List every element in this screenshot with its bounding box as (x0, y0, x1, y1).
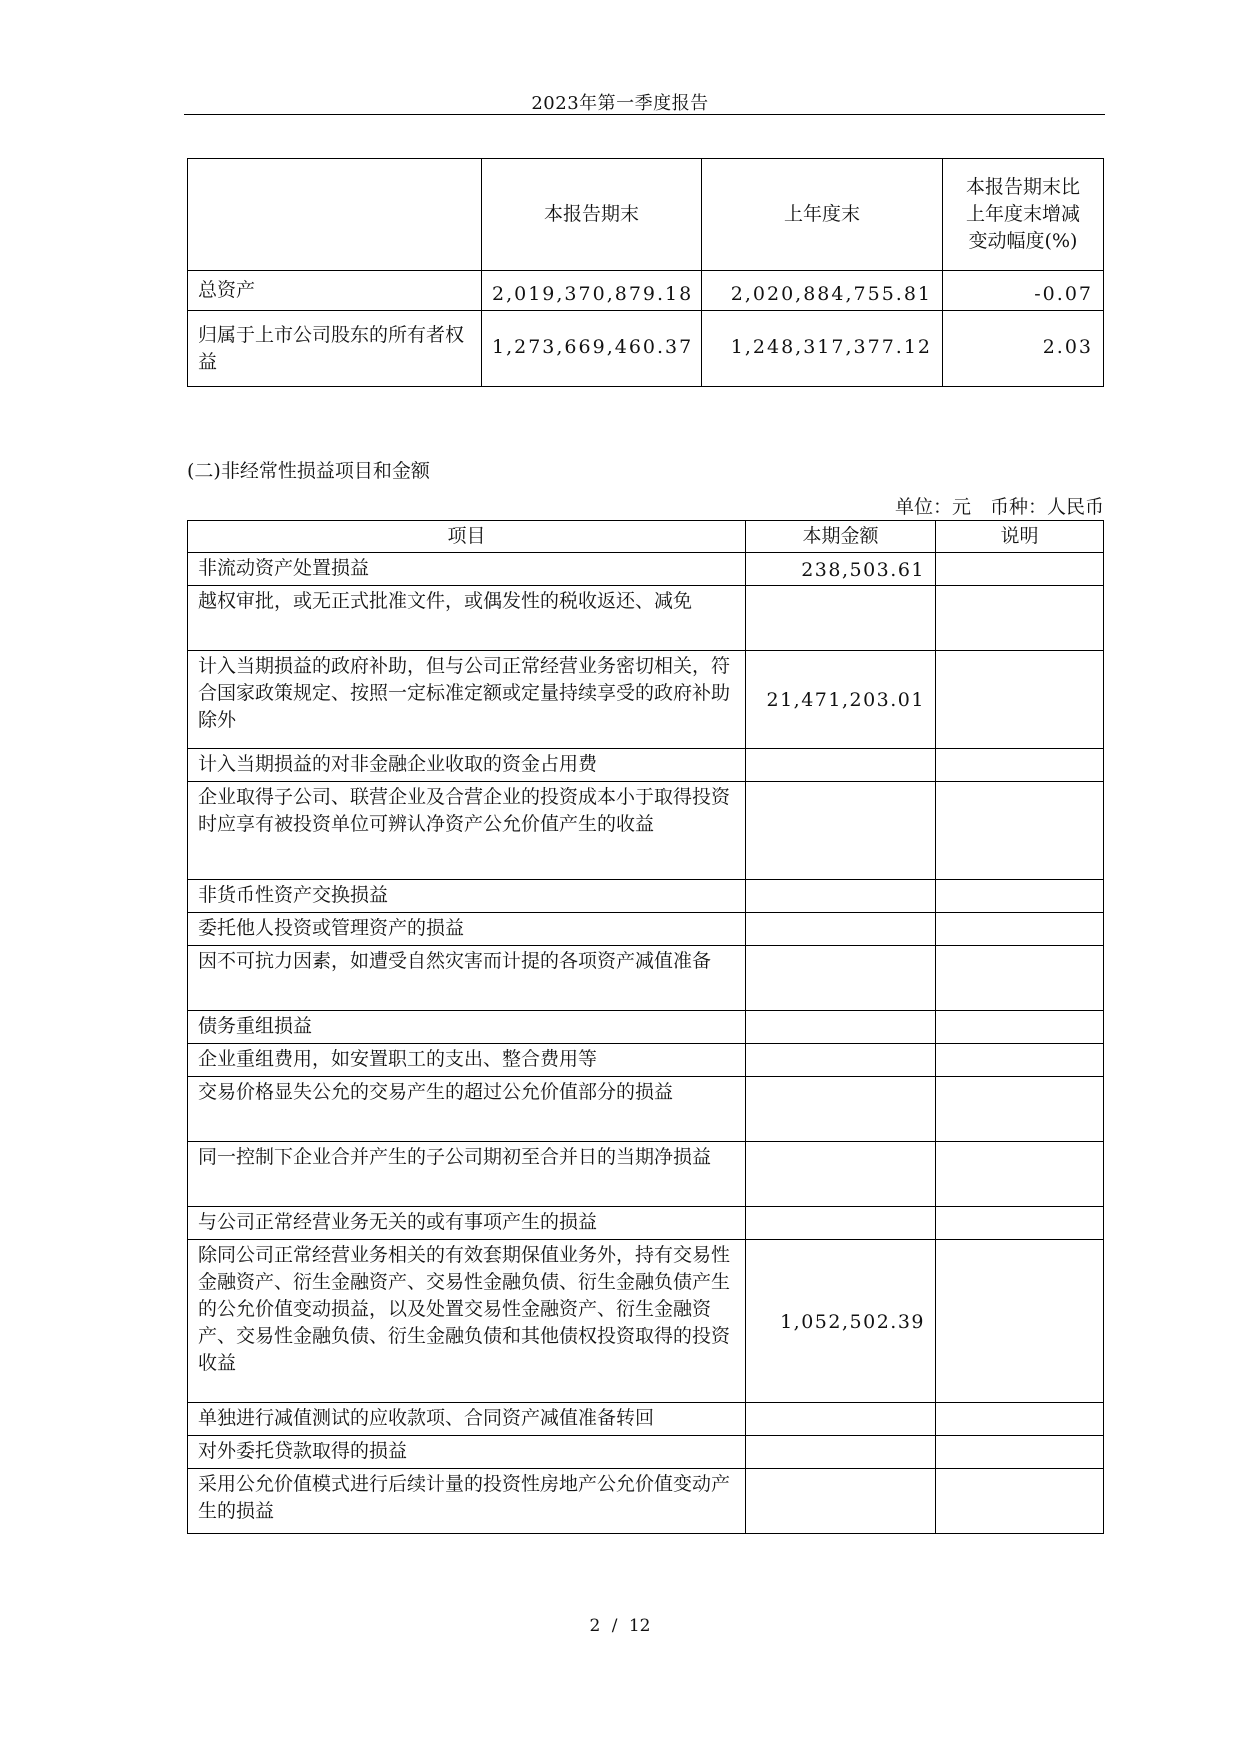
table-row (188, 1077, 1104, 1142)
item-cell: 非货币性资产交换损益 (188, 880, 746, 913)
unit-currency-note: 单位：元 币种：人民币 (894, 496, 1104, 518)
amount-cell (746, 913, 936, 946)
row-label: 总资产 (188, 271, 482, 311)
note-cell (936, 749, 1104, 782)
table-row (188, 311, 1104, 387)
note-cell (936, 1044, 1104, 1077)
header-divider (184, 114, 1105, 115)
amount-cell (746, 1011, 936, 1044)
note-cell (936, 1207, 1104, 1240)
item-cell: 采用公允价值模式进行后续计量的投资性房地产公允价值变动产生的损益 (188, 1469, 746, 1534)
item-cell: 交易价格显失公允的交易产生的超过公允价值部分的损益 (188, 1077, 746, 1142)
table-row (188, 1011, 1104, 1044)
amount-cell (746, 586, 936, 651)
amount-cell (746, 1436, 936, 1469)
table-row (188, 1240, 1104, 1403)
amount-cell (746, 749, 936, 782)
item-cell: 企业取得子公司、联营企业及合营企业的投资成本小于取得投资时应享有被投资单位可辨认净资产公允价值产生的收益 (188, 782, 746, 880)
change-value: -0.07 (943, 271, 1104, 311)
note-cell (936, 946, 1104, 1011)
table-row (188, 1436, 1104, 1469)
non-recurring-items-table (187, 520, 1104, 1534)
table-row (188, 271, 1104, 311)
note-cell (936, 1403, 1104, 1436)
table-header-row (188, 159, 1104, 271)
section-title: (二)非经常性损益项目和金额 (187, 460, 430, 482)
note-cell (936, 782, 1104, 880)
current-value: 1,273,669,460.37 (482, 311, 702, 387)
item-cell: 因不可抗力因素，如遭受自然灾害而计提的各项资产减值准备 (188, 946, 746, 1011)
amount-cell (746, 946, 936, 1011)
table-row (188, 749, 1104, 782)
item-cell: 企业重组费用，如安置职工的支出、整合费用等 (188, 1044, 746, 1077)
note-cell (936, 880, 1104, 913)
item-cell: 除同公司正常经营业务相关的有效套期保值业务外，持有交易性金融资产、衍生金融资产、交易性金融负债、衍生金融负债产生的公允价值变动损益，以及处置交易性金融资产、衍生金融资产、交易性金融负债、衍生金融负债和其他债权投资取得的投资收益 (188, 1240, 746, 1403)
header-cell-change-pct: 本报告期末比上年度末增减变动幅度(%) (943, 159, 1104, 271)
note-cell (936, 1469, 1104, 1534)
table-row (188, 1469, 1104, 1534)
amount-cell (746, 1403, 936, 1436)
item-cell: 越权审批，或无正式批准文件，或偶发性的税收返还、减免 (188, 586, 746, 651)
note-cell (936, 913, 1104, 946)
amount-cell (746, 1077, 936, 1142)
amount-cell (746, 1207, 936, 1240)
item-cell: 对外委托贷款取得的损益 (188, 1436, 746, 1469)
item-cell: 计入当期损益的对非金融企业收取的资金占用费 (188, 749, 746, 782)
item-cell: 债务重组损益 (188, 1011, 746, 1044)
amount-cell: 238,503.61 (746, 553, 936, 586)
amount-cell (746, 782, 936, 880)
note-cell (936, 586, 1104, 651)
item-cell: 非流动资产处置损益 (188, 553, 746, 586)
prior-value: 1,248,317,377.12 (702, 311, 943, 387)
table-row (188, 946, 1104, 1011)
table-header-row (188, 521, 1104, 553)
table-row (188, 1207, 1104, 1240)
change-value: 2.03 (943, 311, 1104, 387)
note-cell (936, 1011, 1104, 1044)
item-cell: 计入当期损益的政府补助，但与公司正常经营业务密切相关，符合国家政策规定、按照一定标准定额或定量持续享受的政府补助除外 (188, 651, 746, 749)
note-cell (936, 1436, 1104, 1469)
amount-cell (746, 1469, 936, 1534)
table-row (188, 1142, 1104, 1207)
item-cell: 委托他人投资或管理资产的损益 (188, 913, 746, 946)
item-cell: 与公司正常经营业务无关的或有事项产生的损益 (188, 1207, 746, 1240)
note-cell (936, 651, 1104, 749)
amount-cell: 1,052,502.39 (746, 1240, 936, 1403)
current-value: 2,019,370,879.18 (482, 271, 702, 311)
header-cell-current-period: 本报告期末 (482, 159, 702, 271)
table-row (188, 1044, 1104, 1077)
amount-cell: 21,471,203.01 (746, 651, 936, 749)
table-row (188, 913, 1104, 946)
header-cell-prior-year: 上年度末 (702, 159, 943, 271)
balance-summary-table (187, 158, 1104, 387)
table-row (188, 1403, 1104, 1436)
header-cell-item: 项目 (188, 521, 746, 553)
note-cell (936, 1142, 1104, 1207)
amount-cell (746, 1142, 936, 1207)
note-cell (936, 1077, 1104, 1142)
item-cell: 同一控制下企业合并产生的子公司期初至合并日的当期净损益 (188, 1142, 746, 1207)
note-cell (936, 1240, 1104, 1403)
note-cell (936, 553, 1104, 586)
header-cell-note: 说明 (936, 521, 1104, 553)
table-row (188, 553, 1104, 586)
table-row (188, 782, 1104, 880)
amount-cell (746, 1044, 936, 1077)
table-row (188, 651, 1104, 749)
page-number: 2 / 12 (589, 1616, 651, 1636)
table-row (188, 880, 1104, 913)
header-cell-empty (188, 159, 482, 271)
report-title: 2023年第一季度报告 (531, 93, 709, 114)
item-cell: 单独进行减值测试的应收款项、合同资产减值准备转回 (188, 1403, 746, 1436)
row-label: 归属于上市公司股东的所有者权益 (188, 311, 482, 387)
header-cell-amount: 本期金额 (746, 521, 936, 553)
amount-cell (746, 880, 936, 913)
table-row (188, 586, 1104, 651)
prior-value: 2,020,884,755.81 (702, 271, 943, 311)
